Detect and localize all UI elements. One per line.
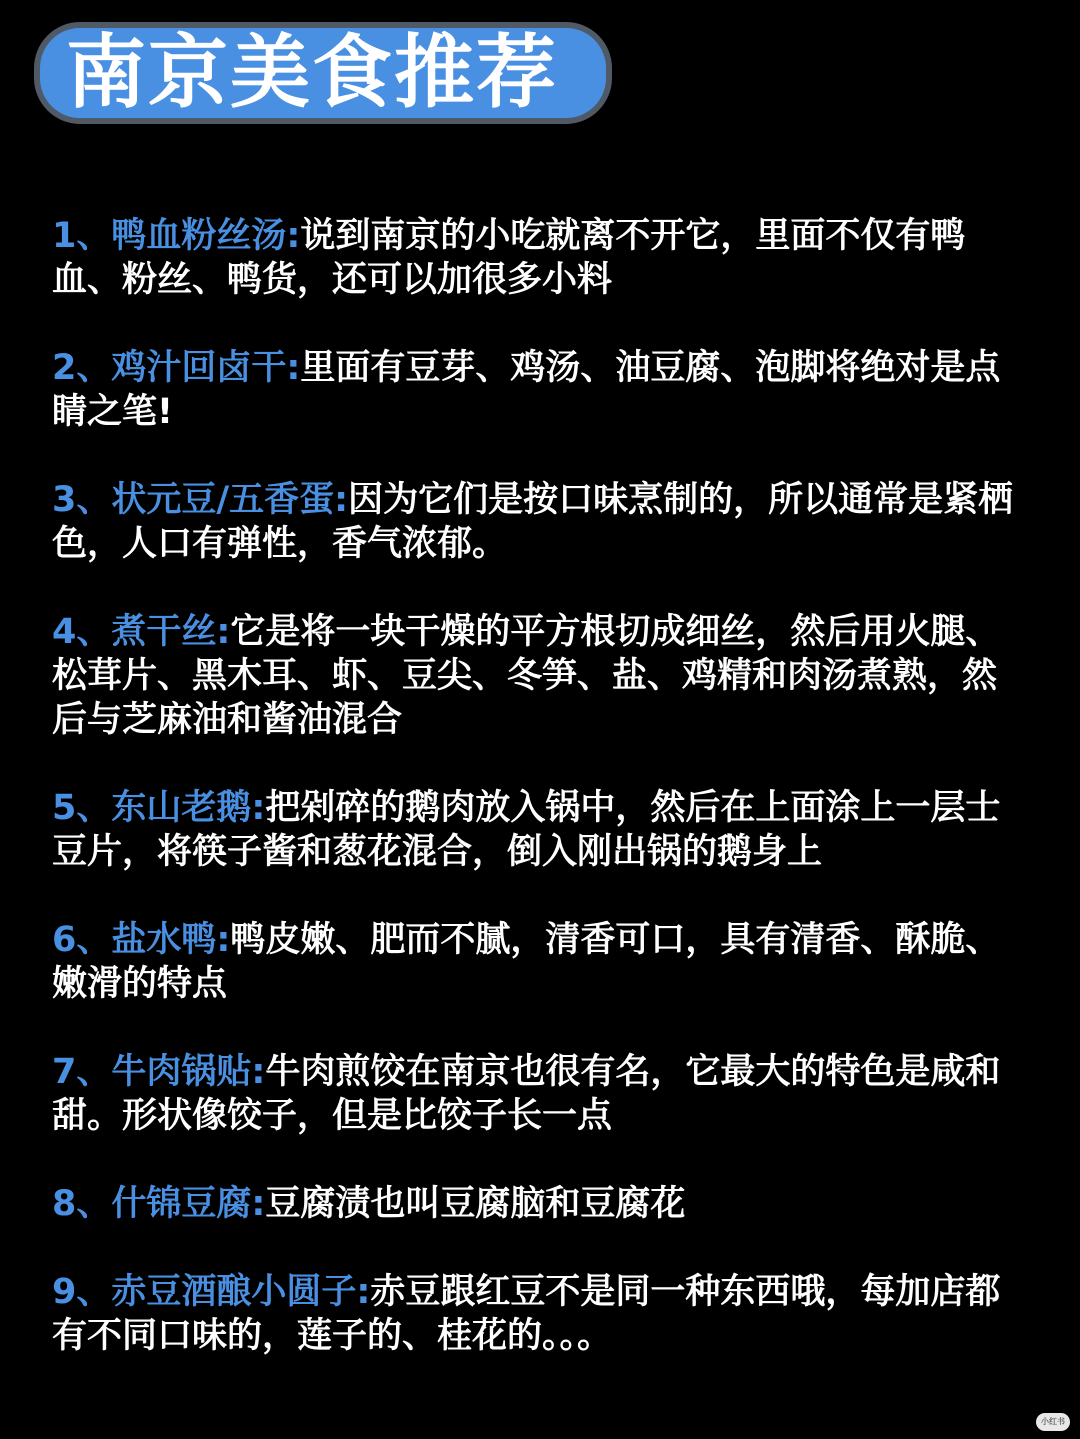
item-description: 里面有豆芽、鸡汤、油豆腐、泡脚将绝对是点睛之笔!: [52, 348, 1001, 432]
item-name: 2、鸡汁回卤干:: [52, 348, 301, 388]
item-name: 3、状元豆/五香蛋:: [52, 480, 349, 520]
list-item: [52, 1182, 1028, 1226]
item-description: 它是将一块干燥的平方根切成细丝，然后用火腿、松茸片、黑木耳、虾、豆尖、冬笋、盐、鸡精和肉汤煮熟，然后与芝麻油和酱油混合: [52, 612, 1001, 740]
list-item: [52, 214, 1028, 302]
item-description: 因为它们是按口味烹制的，所以通常是紧栖色，人口有弹性，香气浓郁。: [52, 480, 1014, 564]
title-banner: [34, 22, 612, 124]
page-title: 南京美食推荐: [66, 26, 558, 119]
watermark-logo: 小红书: [1036, 1413, 1070, 1431]
item-description: 鸭皮嫩、肥而不腻，清香可口，具有清香、酥脆、嫩滑的特点: [52, 920, 1001, 1004]
list-item: [52, 1270, 1028, 1358]
item-name: 8、什锦豆腐:: [52, 1184, 266, 1224]
list-item: [52, 918, 1028, 1006]
list-item: [52, 346, 1028, 434]
item-name: 9、赤豆酒酿小圆子:: [52, 1272, 371, 1312]
item-description: 把剁碎的鹅肉放入锅中，然后在上面涂上一层士豆片，将筷子酱和葱花混合，倒入刚出锅的鹅身上: [52, 788, 1001, 872]
item-name: 6、盐水鸭:: [52, 920, 231, 960]
list-item: [52, 478, 1028, 566]
list-item: [52, 1050, 1028, 1138]
list-item: [52, 610, 1028, 742]
item-description: 赤豆跟红豆不是同一种东西哦，每加店都有不同口味的，莲子的、桂花的。。。: [52, 1272, 1001, 1356]
item-description: 牛肉煎饺在南京也很有名，它最大的特色是咸和甜。形状像饺子，但是比饺子长一点: [52, 1052, 1001, 1136]
item-name: 4、煮干丝:: [52, 612, 231, 652]
list-item: [52, 786, 1028, 874]
item-name: 7、牛肉锅贴:: [52, 1052, 266, 1092]
item-description: 说到南京的小吃就离不开它，里面不仅有鸭血、粉丝、鸭货，还可以加很多小料: [52, 216, 966, 300]
food-list: [52, 214, 1028, 1358]
item-name: 1、鸭血粉丝汤:: [52, 216, 301, 256]
item-name: 5、东山老鹅:: [52, 788, 266, 828]
item-description: 豆腐渍也叫豆腐脑和豆腐花: [265, 1184, 686, 1224]
